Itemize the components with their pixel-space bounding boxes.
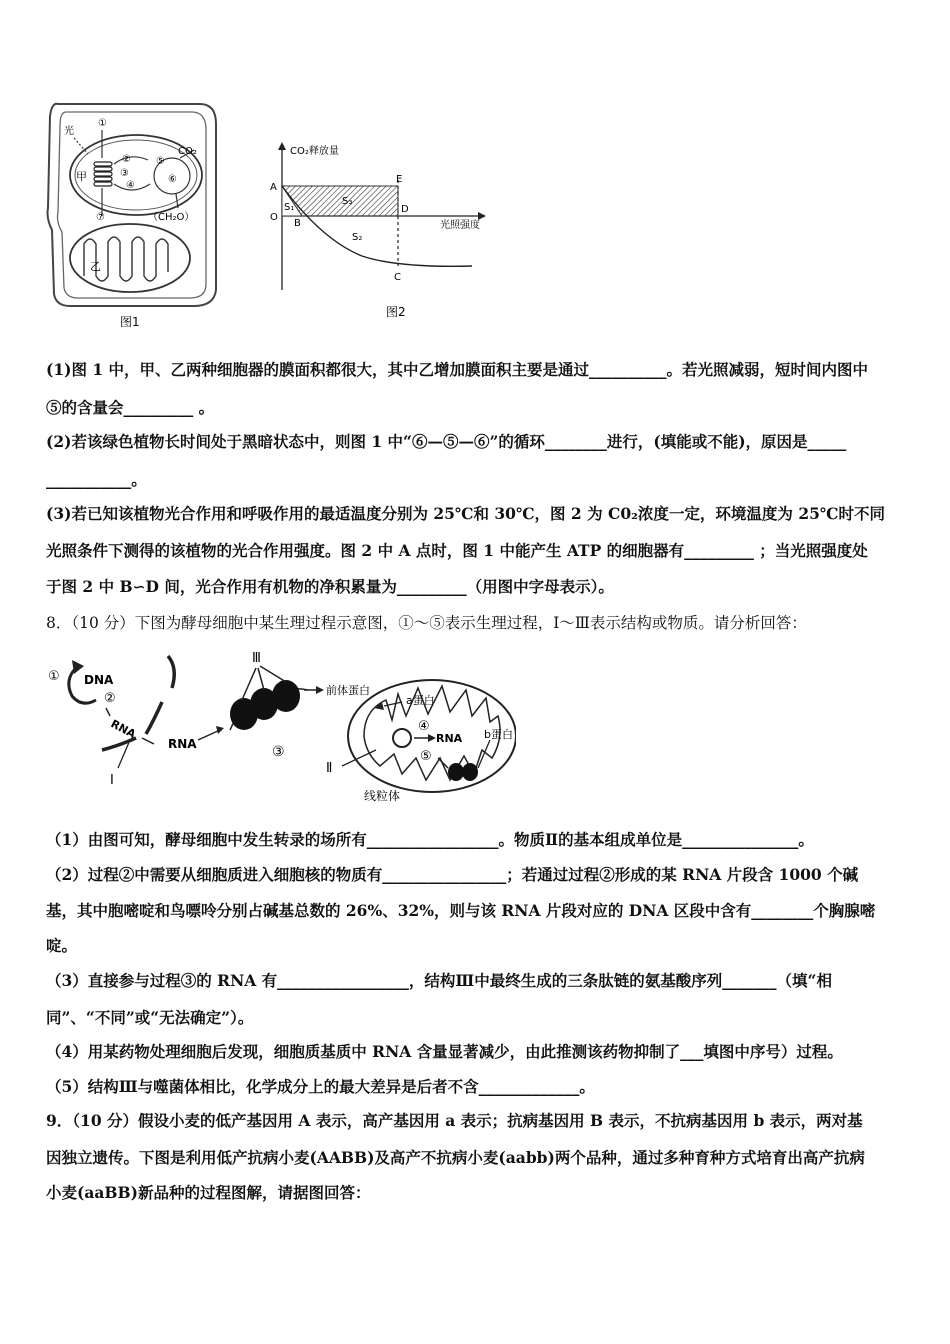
q7-line-3: (2)若该绿色植物长时间处于黑暗状态中，则图 1 中“⑥—⑤—⑥”的循环________进行，(填能或不能)，原因是_____ bbox=[46, 432, 847, 451]
q9-line-2: 因独立遗传。下图是利用低产抗病小麦(AABB)及高产不抗病小麦(aabb)两个品种，通过多种育种方式培育出高产抗病 bbox=[46, 1148, 865, 1167]
q7-line-5: (3)若已知该植物光合作用和呼吸作用的最适温度分别为 25℃和 30℃，图 2 为 C0₂浓度一定，环境温度为 25℃时不同 bbox=[46, 504, 885, 523]
q8-line-5: （3）直接参与过程③的 RNA 有_________________，结构Ⅲ中最终生成的三条肽链的氨基酸序列_______（填“相 bbox=[46, 971, 832, 990]
fig1-num7: ⑦ bbox=[96, 212, 105, 223]
q9-line-1: 9．（10 分）假设小麦的低产基因用 A 表示，高产基因用 a 表示；抗病基因用 B 表示，不抗病基因用 b 表示，两对基 bbox=[46, 1111, 863, 1130]
fig3-c1: ① bbox=[48, 669, 60, 684]
fig2-ylabel: CO₂释放量 bbox=[290, 146, 339, 157]
fig3-dna: DNA bbox=[84, 673, 114, 687]
fig1-num2: ② bbox=[122, 154, 131, 165]
fig3-mito: 线粒体 bbox=[364, 789, 401, 803]
fig2-point-o: O bbox=[270, 212, 278, 223]
ribosome-icon bbox=[462, 763, 478, 781]
q7-line-4: ___________。 bbox=[46, 470, 147, 489]
figure-3-yeast-gene-expression bbox=[46, 646, 516, 810]
mito-cristae-1 bbox=[84, 237, 168, 281]
fig3-c2: ② bbox=[104, 691, 116, 706]
fig2-point-c: C bbox=[394, 272, 401, 283]
mito-dna-ring bbox=[393, 729, 411, 747]
q8-line-4: 啶。 bbox=[46, 936, 78, 955]
q8-line-6: 同”、“不同”或“无法确定”）。 bbox=[46, 1008, 254, 1027]
fig2-caption: 图2 bbox=[386, 305, 406, 319]
fig3-a-protein: a蛋白 bbox=[406, 694, 435, 707]
q7-line-2: ⑤的含量会_________ 。 bbox=[46, 398, 215, 417]
fig3-c3: ③ bbox=[272, 744, 285, 760]
fig1-ch2o: （CH₂O） bbox=[148, 212, 195, 223]
q8-line-3: 基，其中胞嘧啶和鸟嘌呤分别占碱基总数的 26%、32%，则与该 RNA 片段对应的 DNA 区段中含有________个胸腺嘧 bbox=[46, 901, 876, 920]
fig1-co2: CO₂ bbox=[178, 146, 197, 157]
fig3-rna1: RNA bbox=[108, 717, 138, 741]
figure-1-chloroplast-mitochondria bbox=[44, 100, 244, 332]
fig1-jia: 甲 bbox=[76, 170, 87, 183]
q8-line-8: （5）结构Ⅲ与噬菌体相比，化学成分上的最大差异是后者不含_____________。 bbox=[46, 1077, 595, 1096]
fig1-num5: ⑤ bbox=[156, 156, 165, 167]
fig2-point-e: E bbox=[396, 174, 403, 185]
fig1-num1: ① bbox=[98, 118, 107, 129]
ribosome-icon bbox=[272, 680, 300, 712]
fig3-rna3: RNA bbox=[436, 732, 463, 745]
fig2-area-s2: S₂ bbox=[352, 232, 363, 243]
q7-line-1: (1)图 1 中，甲、乙两种细胞器的膜面积都很大，其中乙增加膜面积主要是通过__________。若光照减弱，短时间内图中 bbox=[46, 360, 869, 379]
fig3-c5: ⑤ bbox=[420, 749, 432, 764]
fig2-point-b: B bbox=[294, 218, 301, 229]
fig2-area-s1: S₁ bbox=[284, 202, 295, 213]
fig3-roman3: Ⅲ bbox=[252, 651, 261, 666]
fig3-c4: ④ bbox=[418, 719, 430, 734]
figure-2-co2-light-curve bbox=[262, 140, 492, 328]
fig1-num3: ③ bbox=[120, 168, 129, 179]
fig2-xlabel: 光照强度 bbox=[440, 220, 480, 231]
fig1-num4: ④ bbox=[126, 180, 135, 191]
fig1-light: 光 bbox=[64, 126, 74, 137]
fig1-num6: ⑥ bbox=[168, 174, 177, 185]
q7-line-6: 光照条件下测得的该植物的光合作用强度。图 2 中 A 点时，图 1 中能产生 ATP 的细胞器有_________ ；当光照强度处 bbox=[46, 541, 868, 560]
fig3-rna2: RNA bbox=[168, 737, 197, 751]
q9-line-3: 小麦(aaBB)新品种的过程图解，请据图回答： bbox=[46, 1183, 371, 1202]
fig3-precursor: 前体蛋白 bbox=[326, 684, 370, 697]
fig3-b-protein: b蛋白 bbox=[484, 728, 513, 741]
fig3-roman2: Ⅱ bbox=[326, 761, 333, 776]
ribosome-icon bbox=[448, 763, 464, 781]
q8-line-7: （4）用某药物处理细胞后发现，细胞质基质中 RNA 含量显著减少，由此推测该药物抑制了___填图中序号）过程。 bbox=[46, 1042, 843, 1061]
fig2-area-s3: S₃ bbox=[342, 196, 353, 207]
mitochondrion-yi bbox=[70, 224, 190, 292]
fig2-point-a: A bbox=[270, 182, 277, 193]
fig3-roman1: Ⅰ bbox=[110, 773, 114, 788]
fig1-yi: 乙 bbox=[90, 260, 101, 273]
fig2-point-d: D bbox=[401, 204, 409, 215]
grana-icon bbox=[94, 162, 112, 186]
q7-line-7: 于图 2 中 B∽D 间，光合作用有机物的净积累量为_________（用图中字母表示）。 bbox=[46, 577, 614, 596]
q8-line-1: （1）由图可知，酵母细胞中发生转录的场所有_________________。物质Ⅱ的基本组成单位是_______________。 bbox=[46, 830, 814, 849]
q8-line-2: （2）过程②中需要从细胞质进入细胞核的物质有________________；若通过过程②形成的某 RNA 片段含 1000 个碱 bbox=[46, 865, 859, 884]
q8-heading: 8．（10 分）下图为酵母细胞中某生理过程示意图，①～⑤表示生理过程，Ⅰ～Ⅲ表示结构或物质。请分析回答： bbox=[46, 614, 807, 632]
fig1-caption: 图1 bbox=[120, 315, 140, 329]
